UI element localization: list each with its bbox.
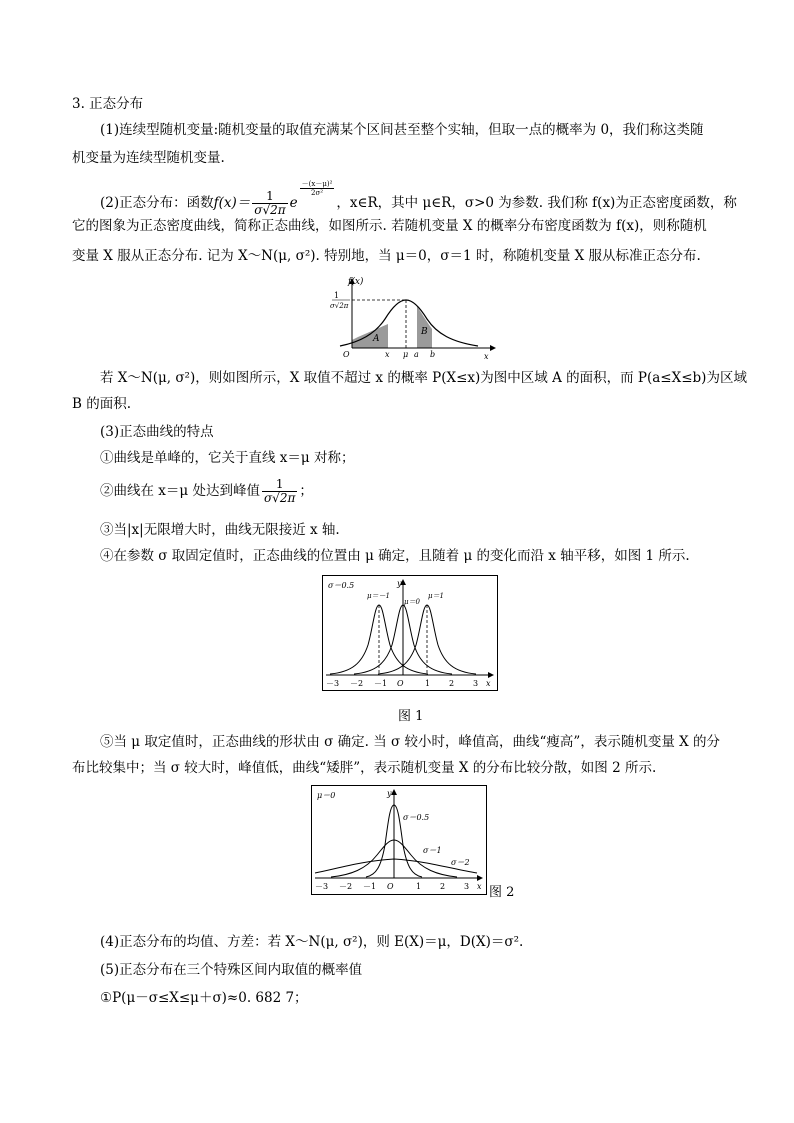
density-curve [340, 300, 478, 346]
fig2-label-sigma-1: σ＝1 [423, 846, 442, 855]
probability-item-1: ①P(μ－σ≤X≤μ＋σ)≈0. 682 7； [100, 990, 308, 1006]
x-axis-arrow [490, 345, 496, 351]
normal-density-figure [330, 274, 500, 364]
fig2-tick-neg3: －3 [315, 882, 329, 891]
fig0-axis-x: x [484, 352, 489, 361]
fig2-tick-3: 3 [464, 882, 470, 891]
formula-exponent [300, 180, 335, 197]
formula-exp-den: 2σ² [311, 189, 324, 197]
fig0-peak-num: 1 [334, 291, 340, 300]
fig0-label-b: b [430, 350, 436, 359]
fig0-region-a: A [373, 334, 380, 344]
figure-2-caption: 图 2 [489, 885, 515, 900]
subsection-curve-features: (3)正态曲线的特点 [100, 424, 214, 440]
feature-item-2-num: 1 [262, 478, 297, 492]
fig2-tick-origin: O [387, 882, 394, 891]
fig2-label-sigma-0-5: σ＝0.5 [403, 813, 430, 822]
feature-item-2-post: ； [299, 483, 313, 499]
feature-item-2-frac [262, 478, 297, 505]
figure-1-svg [322, 575, 498, 691]
feature-item-1: ①曲线是单峰的，它关于直线 x＝μ 对称； [100, 450, 355, 466]
feature-item-5-line2: 布比较集中；当 σ 较大时，峰值低，曲线“矮胖”，表示随机变量 X 的分布比较分散，如图 2 所示. [72, 760, 657, 776]
subsection-mean-variance: (4)正态分布的均值、方差：若 X～N(μ, σ²)，则 E(X)＝μ，D(X)＝σ². [100, 934, 524, 950]
fig2-tick-2: 2 [440, 882, 446, 891]
fig1-tick-neg1: －1 [374, 679, 388, 688]
paragraph-continuous-line1: (1)连续型随机变量:随机变量的取值充满某个区间甚至整个实轴，但取一点的概率为 0，我们称这类随 [100, 122, 704, 138]
region-a-shade [352, 324, 388, 348]
fig1-tick-neg3: －3 [326, 679, 340, 688]
fig2-ylabel: y [387, 789, 392, 798]
feature-item-2-den: σ√2π [263, 491, 296, 505]
formula-fx: f(x)＝ [213, 195, 251, 211]
formula-e: e [289, 195, 298, 211]
paragraph-continuous-line2: 机变量为连续型随机变量. [72, 150, 225, 166]
figure-2 [311, 785, 487, 895]
figure-1-caption: 图 1 [398, 709, 424, 724]
fig1-tick-3: 3 [473, 679, 479, 688]
paragraph-area-line1: 若 X～N(μ, σ²)，则如图所示，X 取值不超过 x 的概率 P(X≤x)为图中区域 A 的面积，而 P(a≤X≤b)为区域 [100, 370, 747, 386]
paragraph-normal-line2: 它的图象为正态密度曲线，简称正态曲线，如图所示. 若随机变量 X 的概率分布密度函数为 f(x)，则称随机 [72, 218, 707, 234]
fig1-tick-origin: O [397, 679, 404, 688]
formula-frac-den: σ√2π [254, 203, 286, 217]
fig0-region-b: B [421, 327, 428, 337]
figure-1 [322, 575, 498, 691]
fig2-tick-1: 1 [416, 882, 422, 891]
normal-density-formula [100, 180, 737, 217]
fig2-tick-neg1: －1 [363, 882, 377, 891]
fig1-tick-2: 2 [449, 679, 455, 688]
formula-suffix: ，x∈R，其中 μ∈R，σ>0 为参数. 我们称 f(x)为正态密度函数，称 [336, 195, 737, 211]
section-title: 3. 正态分布 [72, 96, 144, 112]
fig2-xlabel: x [477, 882, 482, 891]
formula-exp-num: －(x－μ)² [301, 180, 333, 188]
paragraph-normal-line3: 变量 X 服从正态分布. 记为 X～N(μ, σ²). 特别地，当 μ＝0，σ＝1 时，称随机变量 X 服从标准正态分布. [72, 248, 701, 264]
figure-2-svg [311, 785, 487, 895]
fig0-label-x: x [385, 350, 390, 359]
fig1-label-mu-1: μ＝1 [428, 592, 445, 600]
fig1-label-mu-neg1: μ＝－1 [367, 592, 391, 600]
feature-item-5-line1: ⑤当 μ 取定值时，正态曲线的形状由 σ 确定. 当 σ 较小时，峰值高，曲线“瘦高”，表示随机变量 X 的分 [100, 734, 721, 750]
fig1-tick-1: 1 [425, 679, 431, 688]
fig0-peak-den: σ√2π [330, 302, 349, 310]
feature-item-2 [100, 478, 313, 505]
fig0-label-a: a [414, 350, 419, 359]
fig0-label-origin: O [343, 350, 350, 359]
fig1-sigma-label: σ＝0.5 [328, 581, 355, 590]
formula-frac-num: 1 [252, 190, 287, 204]
formula-fraction [252, 190, 287, 217]
fig2-label-sigma-2: σ＝2 [451, 858, 470, 867]
normal-density-svg [330, 274, 500, 364]
feature-item-4: ④在参数 σ 取固定值时，正态曲线的位置由 μ 确定，且随着 μ 的变化而沿 x 轴平移，如图 1 所示. [100, 548, 690, 564]
paragraph-area-line2: B 的面积. [72, 396, 132, 412]
fig0-ylabel: f(x) [348, 277, 364, 287]
fig2-mu-label: μ＝0 [317, 791, 336, 800]
fig1-xlabel: x [486, 679, 491, 688]
fig2-tick-neg2: －2 [339, 882, 353, 891]
formula-prefix: (2)正态分布：函数 [100, 195, 214, 211]
fig1-tick-neg2: －2 [350, 679, 364, 688]
fig0-label-mu: μ [403, 350, 409, 359]
feature-item-3: ③当|x|无限增大时，曲线无限接近 x 轴. [100, 522, 340, 538]
fig1-ylabel: y [397, 579, 402, 588]
feature-item-2-pre: ②曲线在 x＝μ 处达到峰值 [100, 483, 260, 499]
subsection-special-intervals: (5)正态分布在三个特殊区间内取值的概率值 [100, 962, 363, 978]
fig1-label-mu-0: μ＝0 [404, 598, 421, 606]
